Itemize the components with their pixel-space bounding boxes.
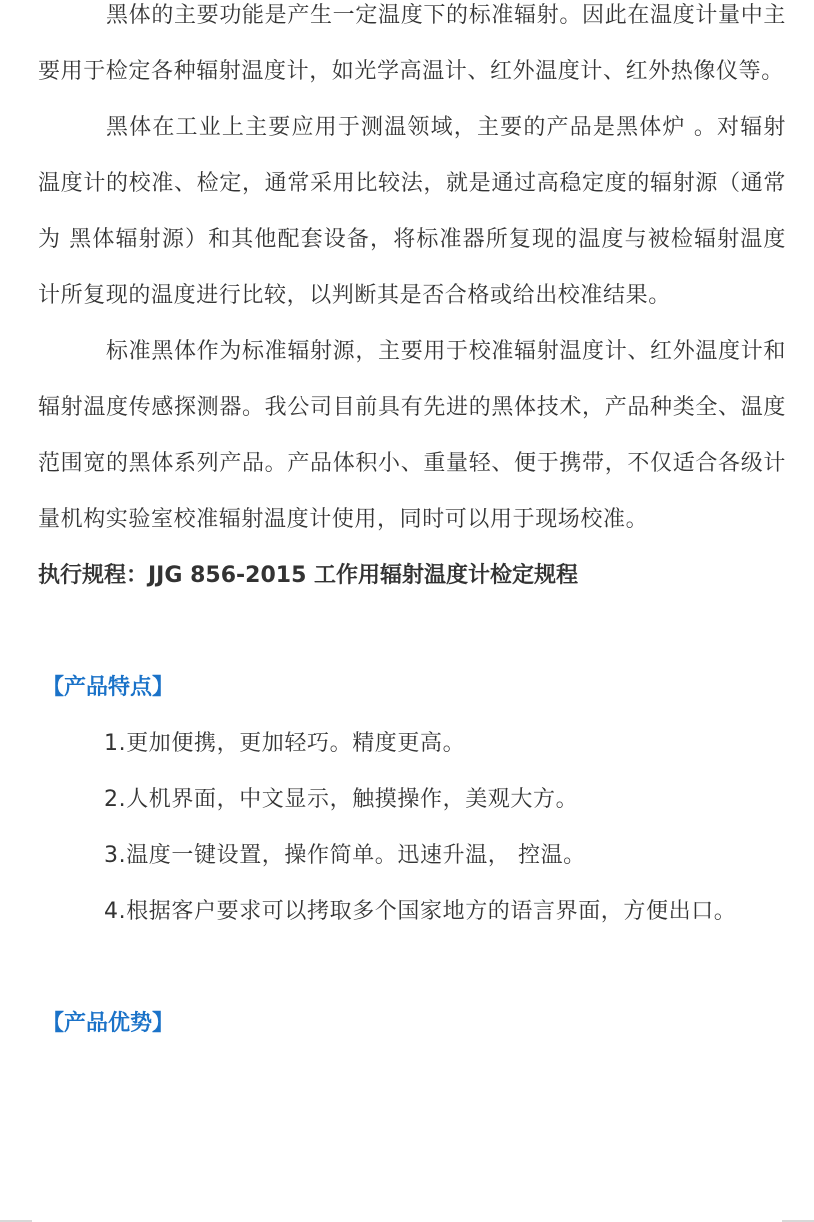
features-heading: 【产品特点】 [42, 675, 175, 700]
advantages-heading: 【产品优势】 [42, 1011, 175, 1036]
section-spacer [38, 604, 786, 660]
feature-item-2: 2.人机界面，中文显示，触摸操作，美观大方。 [104, 787, 579, 812]
intro-paragraph-2: 黑体在工业上主要应用于测温领域，主要的产品是黑体炉 。对辐射温度计的校准、检定，通常采用比较法，就是通过高稳定度的辐射源（通常为 黑体辐射源）和其他配套设备，将标准器所复现的温度与被检辐射温度计所复现的温度进行比较，以判断其是否合格或给出校准结果。 [38, 115, 786, 308]
section-spacer [38, 940, 786, 996]
standard-reference: 执行规程：JJG 856-2015 工作用辐射温度计检定规程 [38, 563, 579, 588]
intro-paragraph-3: 标准黑体作为标准辐射源，主要用于校准辐射温度计、红外温度计和辐射温度传感探测器。我公司目前具有先进的黑体技术，产品种类全、温度范围宽的黑体系列产品。产品体积小、重量轻、便于携带，不仅适合各级计量机构实验室校准辐射温度计使用，同时可以用于现场校准。 [38, 339, 786, 532]
features-list [38, 716, 786, 940]
feature-item-1: 1.更加便携，更加轻巧。精度更高。 [104, 731, 466, 756]
article-content [38, 0, 786, 1052]
feature-item-3: 3.温度一键设置，操作简单。迅速升温， 控温。 [104, 843, 586, 868]
feature-item-4: 4.根据客户要求可以拷取多个国家地方的语言界面，方便出口。 [104, 899, 737, 924]
intro-paragraph-1: 黑体的主要功能是产生一定温度下的标准辐射。因此在温度计量中主要用于检定各种辐射温度计，如光学高温计、红外温度计、红外热像仪等。 [38, 3, 786, 84]
